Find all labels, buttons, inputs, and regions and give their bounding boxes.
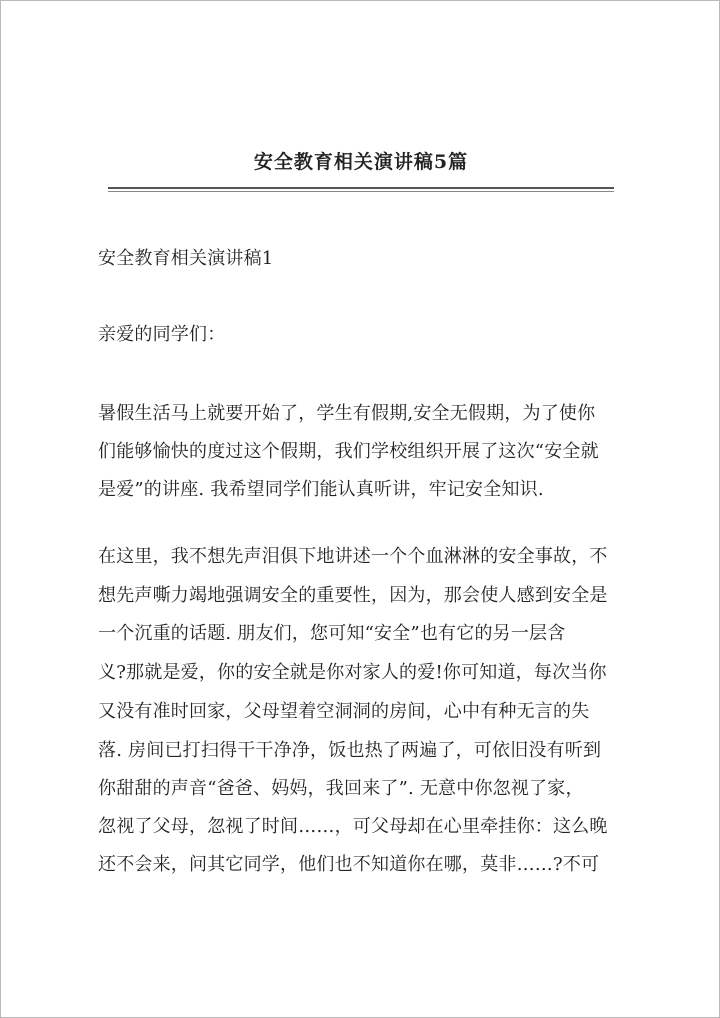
text-line: 你甜甜的声音“爸爸、妈妈，我回来了”. 无意中你忽视了家， xyxy=(98,778,584,799)
text-line: 义?那就是爱，你的安全就是你对家人的爱!你可知道，每次当你 xyxy=(98,662,607,683)
document-title: 安全教育相关演讲稿5篇 xyxy=(253,151,469,173)
text-line: 暑假生活马上就要开始了，学生有假期,安全无假期，为了使你 xyxy=(98,403,596,424)
title-divider xyxy=(108,187,614,192)
text-line: 落. 房间已打扫得干干净净，饭也热了两遍了，可依旧没有听到 xyxy=(98,740,602,761)
greeting: 亲爱的同学们： xyxy=(98,324,226,345)
text-line: 一个沉重的话题. 朋友们，您可知“安全”也有它的另一层含 xyxy=(98,623,566,644)
text-line: 又没有准时回家，父母望着空洞洞的房间，心中有种无言的失 xyxy=(98,701,590,722)
text-line: 想先声嘶力竭地强调安全的重要性，因为，那会使人感到安全是 xyxy=(98,585,608,606)
text-line: 还不会来，问其它同学，他们也不知道你在哪，莫非……?不可 xyxy=(98,854,600,875)
text-line: 忽视了父母，忽视了时间……，可父母却在心里牵挂你：这么晚 xyxy=(98,816,608,837)
section-heading: 安全教育相关演讲稿1 xyxy=(98,248,274,269)
text-line: 们能够愉快的度过这个假期，我们学校组织开展了这次“安全就 xyxy=(98,441,599,462)
text-line: 是爱”的讲座. 我希望同学们能认真听讲，牢记安全知识. xyxy=(98,479,544,500)
text-line: 在这里，我不想先声泪俱下地讲述一个个血淋淋的安全事故，不 xyxy=(98,546,608,567)
